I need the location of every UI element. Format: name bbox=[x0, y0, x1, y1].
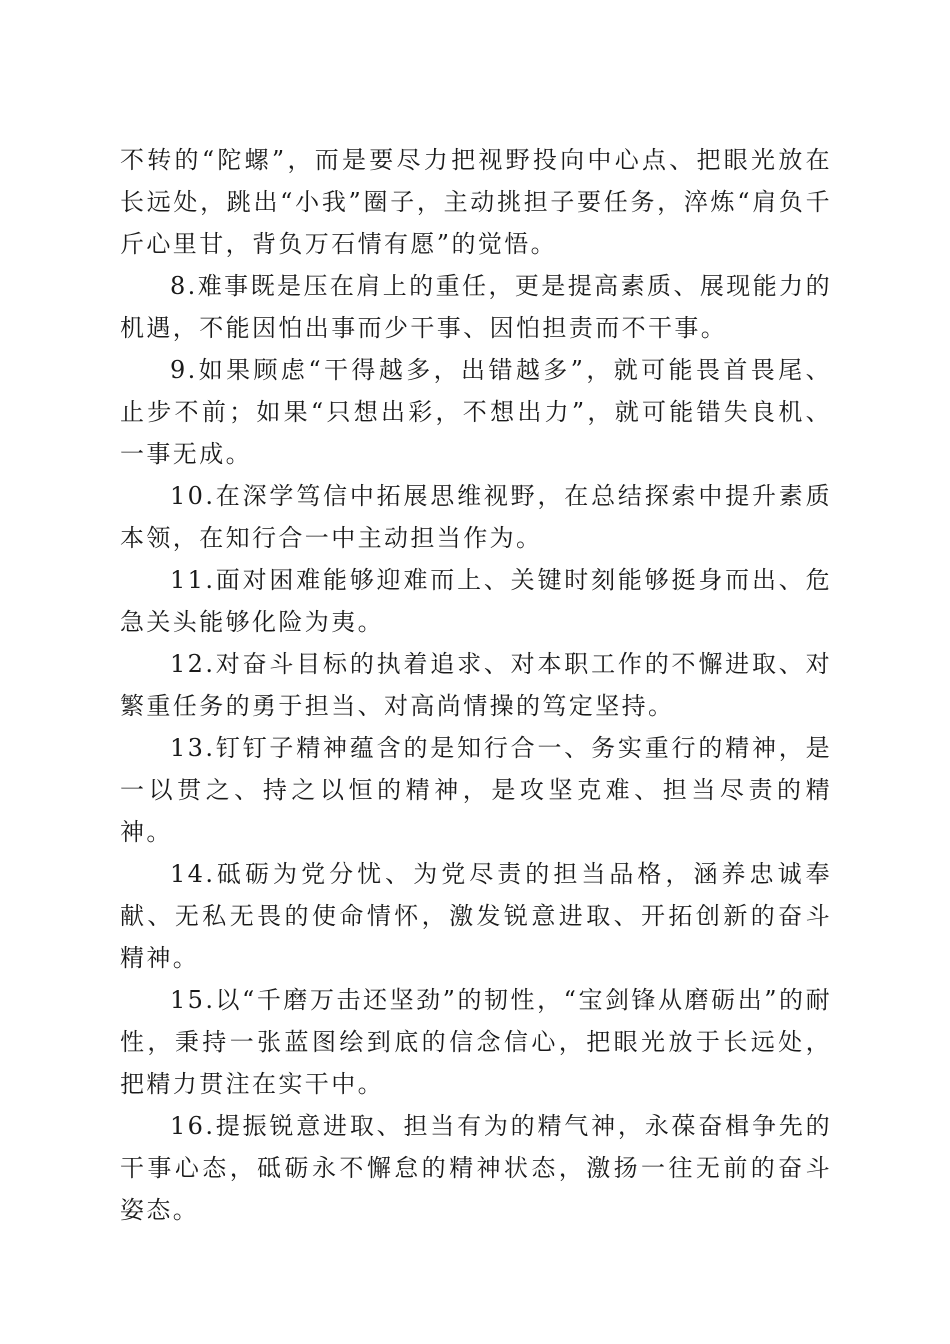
paragraph-item-14: 14.砥砺为党分忧、为党尽责的担当品格，涵养忠诚奉献、无私无畏的使命情怀，激发锐意进取、开拓创新的奋斗精神。 bbox=[120, 860, 832, 972]
paragraph-continuation: 不转的“陀螺”，而是要尽力把视野投向中心点、把眼光放在长远处，跳出“小我”圈子，主动挑担子要任务，淬炼“肩负千斤心里甘，背负万石情有愿”的觉悟。 bbox=[120, 146, 832, 258]
paragraph-item-9: 9.如果顾虑“干得越多，出错越多”，就可能畏首畏尾、止步不前；如果“只想出彩，不想出力”，就可能错失良机、一事无成。 bbox=[120, 356, 832, 468]
paragraph-item-11: 11.面对困难能够迎难而上、关键时刻能够挺身而出、危急关头能够化险为夷。 bbox=[120, 566, 832, 636]
paragraph-item-15: 15.以“千磨万击还坚劲”的韧性，“宝剑锋从磨砺出”的耐性，秉持一张蓝图绘到底的信念信心，把眼光放于长远处，把精力贯注在实干中。 bbox=[120, 986, 832, 1098]
paragraph-item-16: 16.提振锐意进取、担当有为的精气神，永葆奋楫争先的干事心态，砥砺永不懈怠的精神状态，激扬一往无前的奋斗姿态。 bbox=[120, 1112, 832, 1224]
paragraph-item-12: 12.对奋斗目标的执着追求、对本职工作的不懈进取、对繁重任务的勇于担当、对高尚情操的笃定坚持。 bbox=[120, 650, 832, 720]
paragraph-item-8: 8.难事既是压在肩上的重任，更是提高素质、展现能力的机遇，不能因怕出事而少干事、因怕担责而不干事。 bbox=[120, 272, 832, 342]
document-body bbox=[120, 139, 832, 1231]
paragraph-item-13: 13.钉钉子精神蕴含的是知行合一、务实重行的精神，是一以贯之、持之以恒的精神，是攻坚克难、担当尽责的精神。 bbox=[120, 734, 832, 846]
paragraph-item-10: 10.在深学笃信中拓展思维视野，在总结探索中提升素质本领，在知行合一中主动担当作为。 bbox=[120, 482, 832, 552]
